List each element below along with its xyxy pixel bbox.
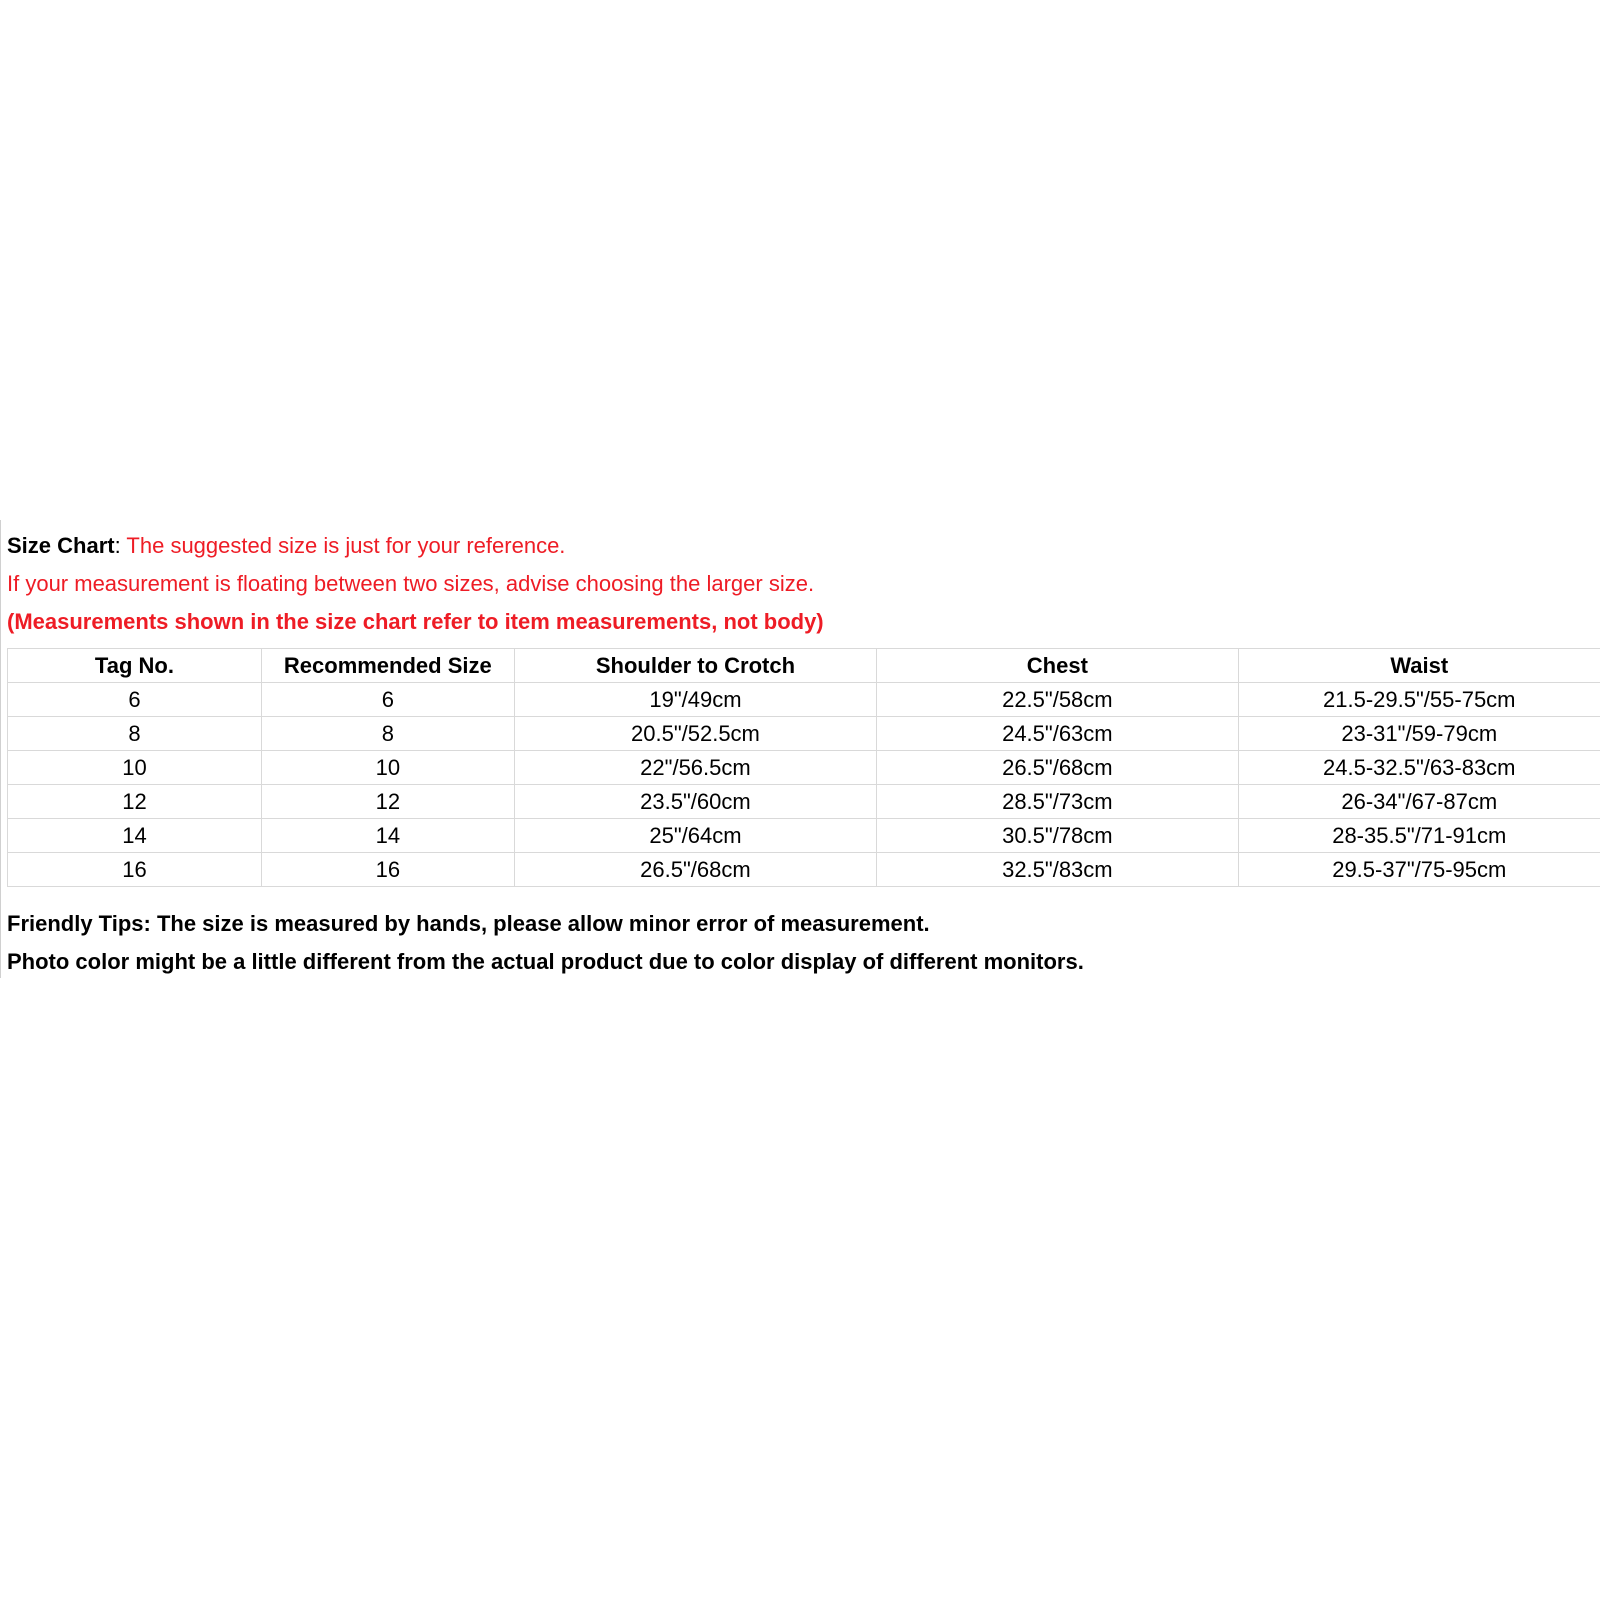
table-cell: 26-34"/67-87cm <box>1238 785 1600 819</box>
table-row <box>8 819 1600 853</box>
table-cell: 16 <box>8 853 262 887</box>
table-cell: 12 <box>8 785 262 819</box>
table-cell: 19"/49cm <box>514 683 876 717</box>
table-cell: 24.5"/63cm <box>877 717 1238 751</box>
size-chart-section <box>0 520 1600 978</box>
table-row <box>8 751 1600 785</box>
table-header-row <box>8 649 1600 683</box>
column-header-tag-no: Tag No. <box>8 649 262 683</box>
table-cell: 8 <box>261 717 514 751</box>
table-row <box>8 853 1600 887</box>
table-cell: 32.5"/83cm <box>877 853 1238 887</box>
column-header-recommended-size: Recommended Size <box>261 649 514 683</box>
table-cell: 16 <box>261 853 514 887</box>
column-header-chest: Chest <box>877 649 1238 683</box>
table-cell: 22"/56.5cm <box>514 751 876 785</box>
table-cell: 10 <box>261 751 514 785</box>
table-cell: 25"/64cm <box>514 819 876 853</box>
table-cell: 23-31"/59-79cm <box>1238 717 1600 751</box>
table-cell: 14 <box>8 819 262 853</box>
column-header-shoulder-to-crotch: Shoulder to Crotch <box>514 649 876 683</box>
table-row <box>8 717 1600 751</box>
table-cell: 26.5"/68cm <box>877 751 1238 785</box>
table-cell: 26.5"/68cm <box>514 853 876 887</box>
table-cell: 21.5-29.5"/55-75cm <box>1238 683 1600 717</box>
photo-color-note: Photo color might be a little different from the actual product due to color display of different monitors. <box>7 949 1084 974</box>
column-header-waist: Waist <box>1238 649 1600 683</box>
table-cell: 29.5-37"/75-95cm <box>1238 853 1600 887</box>
friendly-tips: Friendly Tips: The size is measured by hands, please allow minor error of measurement. <box>7 911 930 936</box>
table-cell: 10 <box>8 751 262 785</box>
table-cell: 24.5-32.5"/63-83cm <box>1238 751 1600 785</box>
table-cell: 12 <box>261 785 514 819</box>
table-row <box>8 785 1600 819</box>
table-cell: 30.5"/78cm <box>877 819 1238 853</box>
measurement-note: (Measurements shown in the size chart refer to item measurements, not body) <box>7 609 824 634</box>
table-cell: 20.5"/52.5cm <box>514 717 876 751</box>
table-cell: 22.5"/58cm <box>877 683 1238 717</box>
table-cell: 28-35.5"/71-91cm <box>1238 819 1600 853</box>
size-table <box>7 648 1600 887</box>
table-cell: 14 <box>261 819 514 853</box>
table-row <box>8 683 1600 717</box>
table-cell: 23.5"/60cm <box>514 785 876 819</box>
table-cell: 6 <box>261 683 514 717</box>
advice-note: If your measurement is floating between two sizes, advise choosing the larger size. <box>7 571 815 596</box>
table-cell: 8 <box>8 717 262 751</box>
table-cell: 28.5"/73cm <box>877 785 1238 819</box>
heading-separator: : <box>114 533 127 558</box>
size-chart-heading <box>7 533 565 559</box>
size-chart-label: Size Chart <box>7 533 115 558</box>
reference-note: The suggested size is just for your reference. <box>126 533 566 558</box>
table-cell: 6 <box>8 683 262 717</box>
